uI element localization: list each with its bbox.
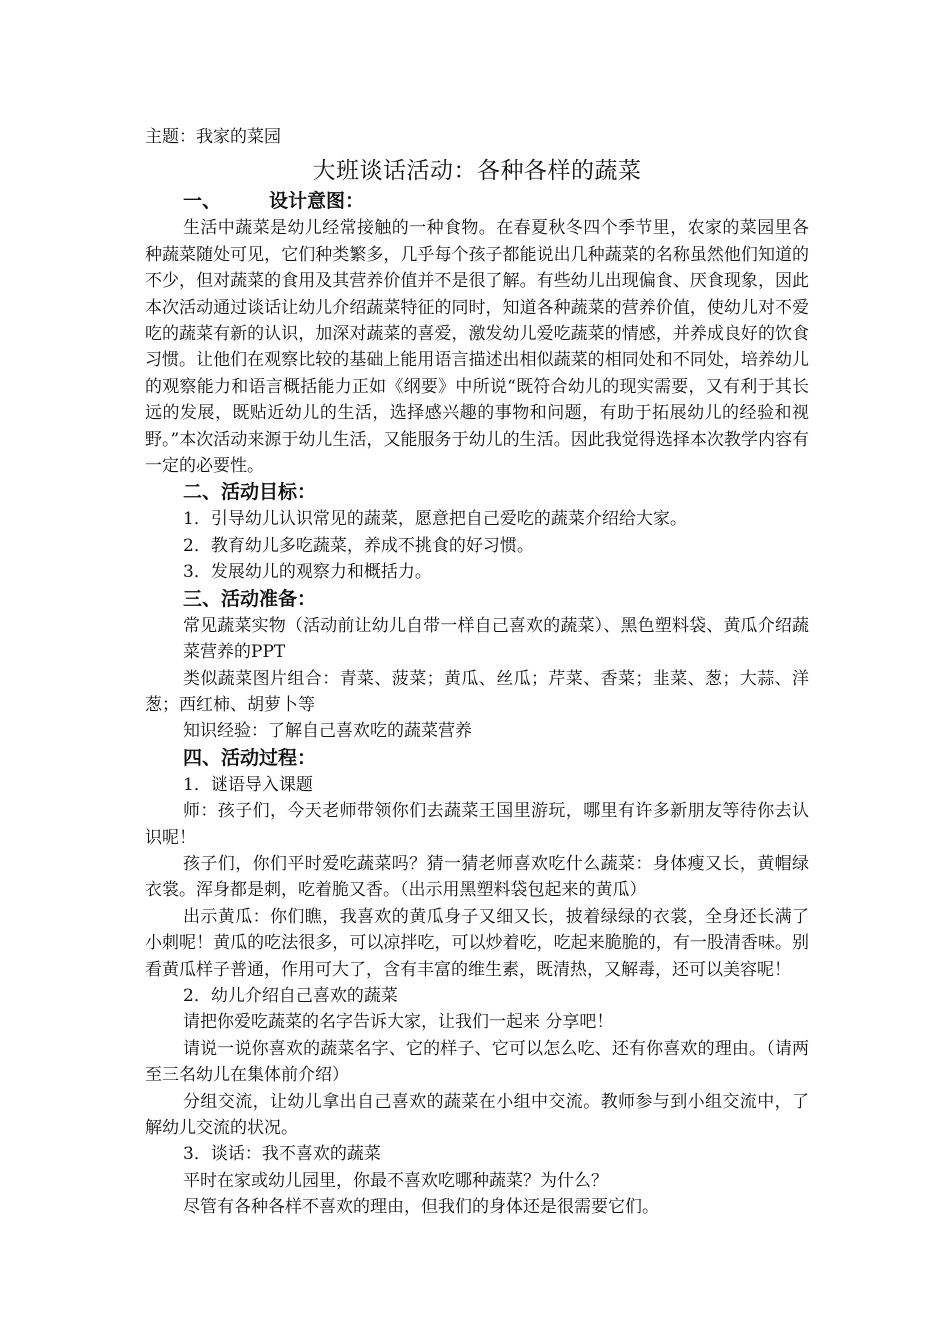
section-title: 设计意图： [269,190,365,213]
process-step-heading: 2．幼儿介绍自己喜欢的蔬菜 [183,985,398,1006]
goal-item: 1．引导幼儿认识常见的蔬菜，愿意把自己爱吃的蔬菜介绍给大家。 [183,509,687,530]
preparation-item: 类似蔬菜图片组合：青菜、菠菜；黄瓜、丝瓜；芹菜、香菜；韭菜、葱；大蒜、洋葱；西红柿、胡萝卜等 [145,668,809,715]
process-paragraph: 孩子们，你们平时爱吃蔬菜吗？猜一猜老师喜欢吃什么蔬菜：身体瘦又长，黄帽绿衣裳。浑身都是刺，吃着脆又香。（出示用黑塑料袋包起来的黄瓜） [145,853,809,901]
document-title: 大班谈话活动：各种各样的蔬菜 [312,158,642,185]
goal-item: 3．发展幼儿的观察力和概括力。 [183,562,432,583]
process-step-heading: 1．谜语导入课题 [183,774,313,795]
section-heading-goals: 二、活动目标： [183,481,317,504]
section-heading-process: 四、活动过程： [183,746,317,769]
process-paragraph: 请把你爱吃蔬菜的名字告诉大家，让我们一起来 分享吧！ [183,1012,614,1033]
process-step-heading: 3．谈话：我不喜欢的蔬菜 [183,1144,381,1165]
goal-item: 2．教育幼儿多吃蔬菜，养成不挑食的好习惯。 [183,535,534,556]
section-heading-design-intent [145,188,809,215]
section-number: 一、 [183,190,222,213]
preparation-item: 常见蔬菜实物（活动前让幼儿自带一样自己喜欢的蔬菜）、黑色塑料袋、黄瓜介绍蔬菜营养的PPT [183,615,809,663]
theme-line: 主题：我家的菜园 [145,127,281,147]
process-paragraph: 分组交流，让幼儿拿出自己喜欢的蔬菜在小组中交流。教师参与到小组交流中，了解幼儿交流的状况。 [145,1091,809,1138]
process-paragraph: 师：孩子们，今天老师带领你们去蔬菜王国里游玩，哪里有许多新朋友等待你去认识呢！ [145,801,809,848]
process-paragraph: 请说一说你喜欢的蔬菜名字、它的样子、它可以怎么吃、还有你喜欢的理由。（请两至三名幼儿在集体前介绍） [145,1038,809,1086]
process-paragraph: 尽管有各种各样不喜欢的理由，但我们的身体还是很需要它们。 [183,1197,659,1218]
section-heading-preparation: 三、活动准备： [183,587,317,610]
process-paragraph: 平时在家或幼儿园里，你最不喜欢吃哪种蔬菜？为什么？ [183,1170,608,1191]
process-paragraph: 出示黄瓜：你们瞧，我喜欢的黄瓜身子又细又长，披着绿绿的衣裳，全身还长满了小刺呢！黄瓜的吃法很多，可以凉拌吃，可以炒着吃，吃起来脆脆的，有一股清香味。别看黄瓜样子普通，作用可大了，含有丰富的维生素，既清热，又解毒，还可以美容呢！ [145,906,809,980]
preparation-item: 知识经验：了解自己喜欢吃的蔬菜营养 [183,721,472,742]
document-page [145,124,809,1221]
design-intent-paragraph: 生活中蔬菜是幼儿经常接触的一种食物。在春夏秋冬四个季节里，农家的菜园里各种蔬菜随处可见，它们种类繁多，几乎每个孩子都能说出几种蔬菜的名称虽然他们知道的不少，但对蔬菜的食用及其营养价值并不是很了解。有些幼儿出现偏食、厌食现象，因此本次活动通过谈话让幼儿介绍蔬菜特征的同时，知道各种蔬菜的营养价值，使幼儿对不爱吃的蔬菜有新的认识，加深对蔬菜的喜爱，激发幼儿爱吃蔬菜的情感，并养成良好的饮食习惯。让他们在观察比较的基础上能用语言描述出相似蔬菜的相同处和不同处，培养幼儿的观察能力和语言概括能力正如《纲要》中所说“既符合幼儿的现实需要，又有利于其长远的发展，既贴近幼儿的生活，选择感兴趣的事物和问题，有助于拓展幼儿的经验和视野。”本次活动来源于幼儿生活，又能服务于幼儿的生活。因此我觉得选择本次教学内容有一定的必要性。 [145,218,809,477]
